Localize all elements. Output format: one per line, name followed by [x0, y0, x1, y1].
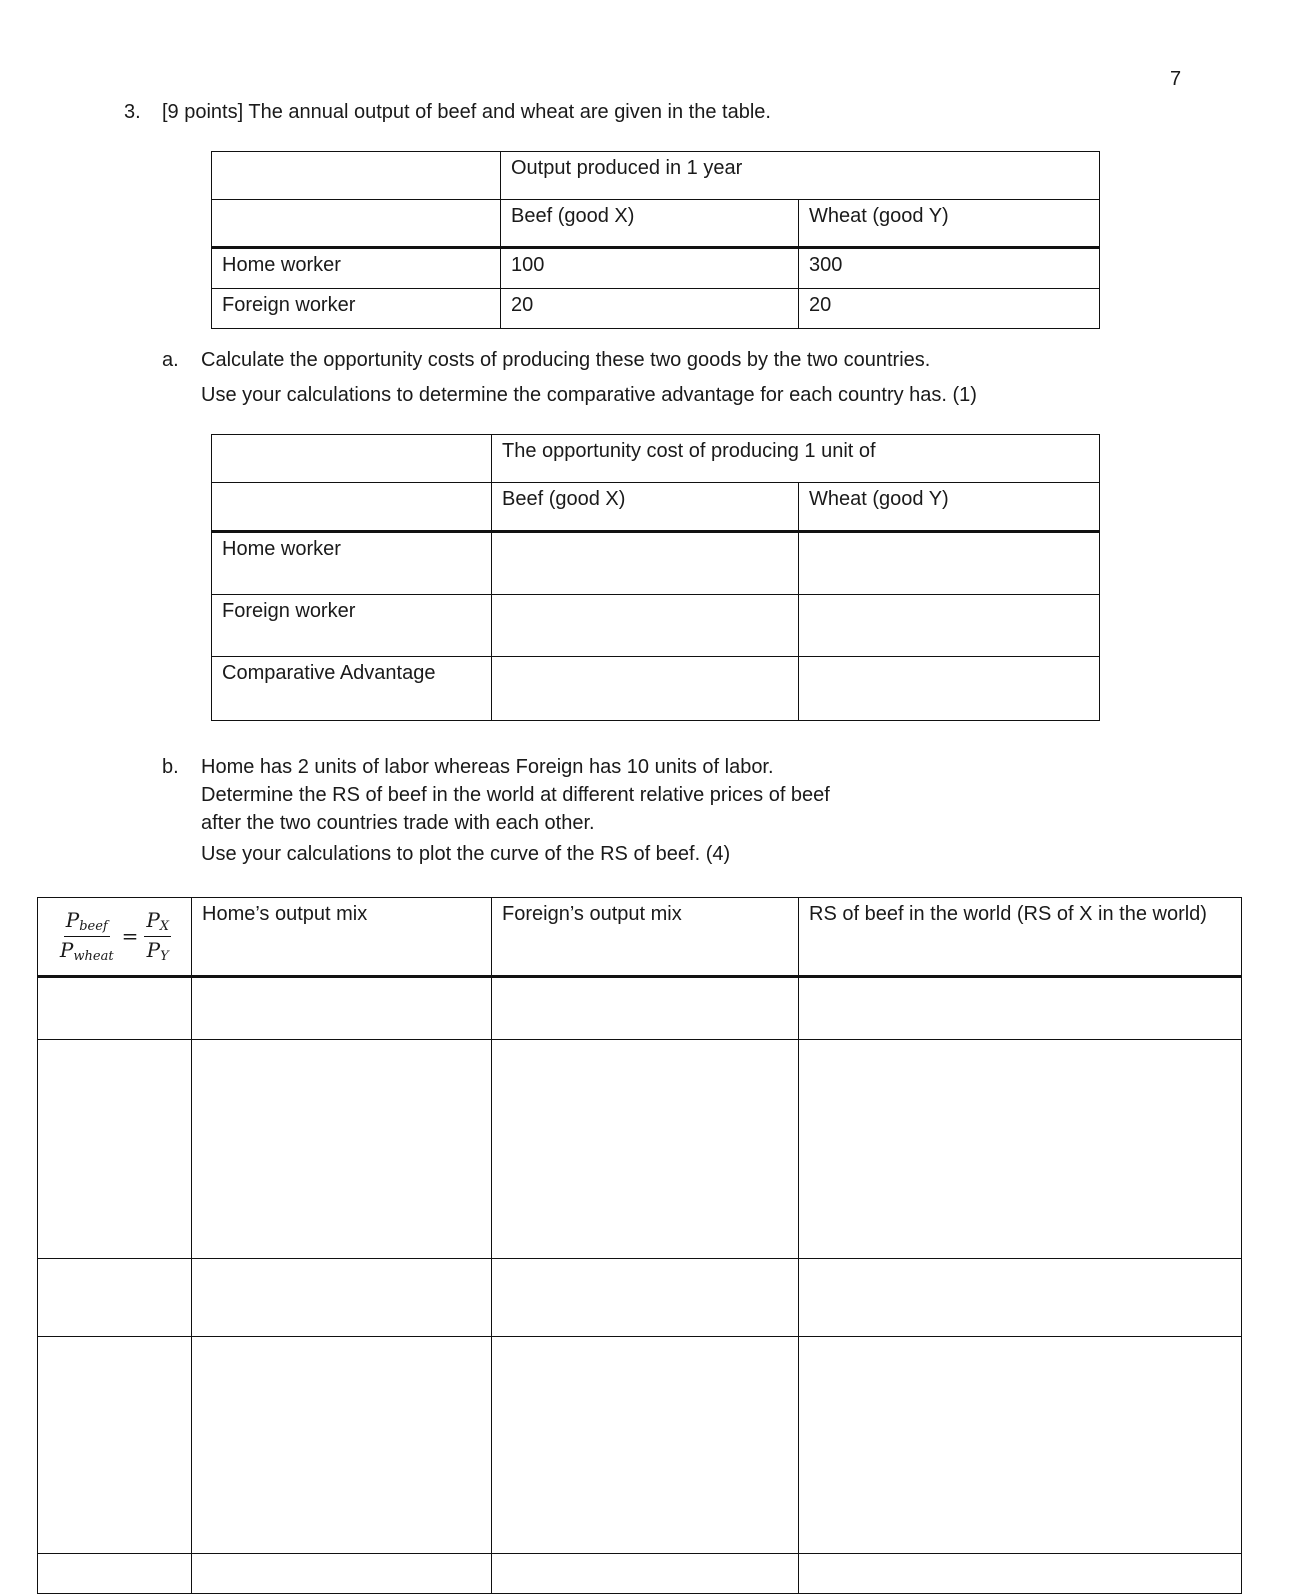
table-cell-empty: [212, 152, 501, 200]
part-b-line-2: Determine the RS of beef in the world at different relative prices of beef: [201, 784, 830, 806]
table-row: [212, 595, 1100, 657]
page-number: 7: [1170, 68, 1182, 90]
table-row: [38, 1040, 1242, 1259]
output-group-header: Output produced in 1 year: [501, 152, 1100, 200]
answer-cell[interactable]: [492, 1259, 799, 1337]
output-table: [211, 151, 1100, 329]
part-a-line-2: Use your calculations to determine the comparative advantage for each country has. (1): [201, 384, 977, 406]
opportunity-group-header: The opportunity cost of producing 1 unit of: [492, 435, 1100, 483]
answer-cell[interactable]: [38, 1554, 192, 1594]
answer-cell[interactable]: [492, 532, 799, 595]
table-cell-empty: [212, 200, 501, 248]
answer-cell[interactable]: [799, 1040, 1242, 1259]
answer-cell[interactable]: [799, 1259, 1242, 1337]
answer-cell[interactable]: [799, 595, 1100, 657]
part-b-line-3: after the two countries trade with each other.: [201, 812, 595, 834]
answer-cell[interactable]: [799, 532, 1100, 595]
cell-value: 20: [799, 289, 1100, 329]
price-ratio-header: [38, 898, 192, 977]
table-row: [212, 248, 1100, 289]
table-row: [212, 200, 1100, 248]
price-ratio-x-y: $\frac{P_X}{P_Y}$: [146, 907, 170, 964]
table-cell-empty: [212, 435, 492, 483]
row-label: Foreign worker: [212, 595, 492, 657]
opportunity-col-wheat: Wheat (good Y): [799, 483, 1100, 532]
answer-cell[interactable]: [192, 1040, 492, 1259]
answer-cell[interactable]: [38, 1040, 192, 1259]
table-row: [38, 1337, 1242, 1554]
table-row: [38, 1259, 1242, 1337]
table-row: [212, 483, 1100, 532]
table-row: [212, 435, 1100, 483]
rs-col-foreign: Foreign’s output mix: [492, 898, 799, 977]
price-ratio-beef-wheat: $\frac{P_{beef}}{P_{wheat}}$: [59, 907, 114, 964]
opportunity-cost-table: [211, 434, 1100, 721]
part-b-letter: b.: [162, 756, 179, 778]
row-label: Home worker: [212, 248, 501, 289]
opportunity-col-beef: Beef (good X): [492, 483, 799, 532]
answer-cell[interactable]: [38, 1259, 192, 1337]
relative-supply-table: [37, 897, 1242, 1594]
part-a-line-1: Calculate the opportunity costs of producing these two goods by the two countries.: [201, 349, 931, 371]
equals-sign: =: [121, 924, 139, 948]
table-row: [38, 1554, 1242, 1594]
table-row: [38, 977, 1242, 1040]
answer-cell[interactable]: [192, 1259, 492, 1337]
cell-value: 20: [501, 289, 799, 329]
part-a-letter: a.: [162, 349, 179, 371]
table-row: [212, 657, 1100, 721]
answer-cell[interactable]: [38, 977, 192, 1040]
answer-cell[interactable]: [799, 657, 1100, 721]
answer-cell[interactable]: [492, 595, 799, 657]
answer-cell[interactable]: [799, 1554, 1242, 1594]
answer-cell[interactable]: [192, 977, 492, 1040]
output-col-wheat: Wheat (good Y): [799, 200, 1100, 248]
row-label: Foreign worker: [212, 289, 501, 329]
answer-cell[interactable]: [799, 977, 1242, 1040]
part-b-line-1: Home has 2 units of labor whereas Foreign has 10 units of labor.: [201, 756, 774, 778]
row-label: Home worker: [212, 532, 492, 595]
answer-cell[interactable]: [192, 1554, 492, 1594]
table-row: [212, 152, 1100, 200]
row-label: Comparative Advantage: [212, 657, 492, 721]
answer-cell[interactable]: [492, 1337, 799, 1554]
table-row: [212, 289, 1100, 329]
table-cell-empty: [212, 483, 492, 532]
output-col-beef: Beef (good X): [501, 200, 799, 248]
answer-cell[interactable]: [492, 1554, 799, 1594]
cell-value: 100: [501, 248, 799, 289]
table-row: [212, 532, 1100, 595]
answer-cell[interactable]: [492, 977, 799, 1040]
answer-cell[interactable]: [38, 1337, 192, 1554]
answer-cell[interactable]: [492, 657, 799, 721]
table-row: [38, 898, 1242, 977]
part-b-line-4: Use your calculations to plot the curve of the RS of beef. (4): [201, 843, 731, 865]
answer-cell[interactable]: [192, 1337, 492, 1554]
question-text: [9 points] The annual output of beef and wheat are given in the table.: [162, 101, 771, 123]
cell-value: 300: [799, 248, 1100, 289]
question-number: 3.: [124, 101, 141, 123]
answer-cell[interactable]: [799, 1337, 1242, 1554]
answer-cell[interactable]: [492, 1040, 799, 1259]
rs-col-home: Home’s output mix: [192, 898, 492, 977]
rs-col-world: RS of beef in the world (RS of X in the world): [799, 898, 1242, 977]
